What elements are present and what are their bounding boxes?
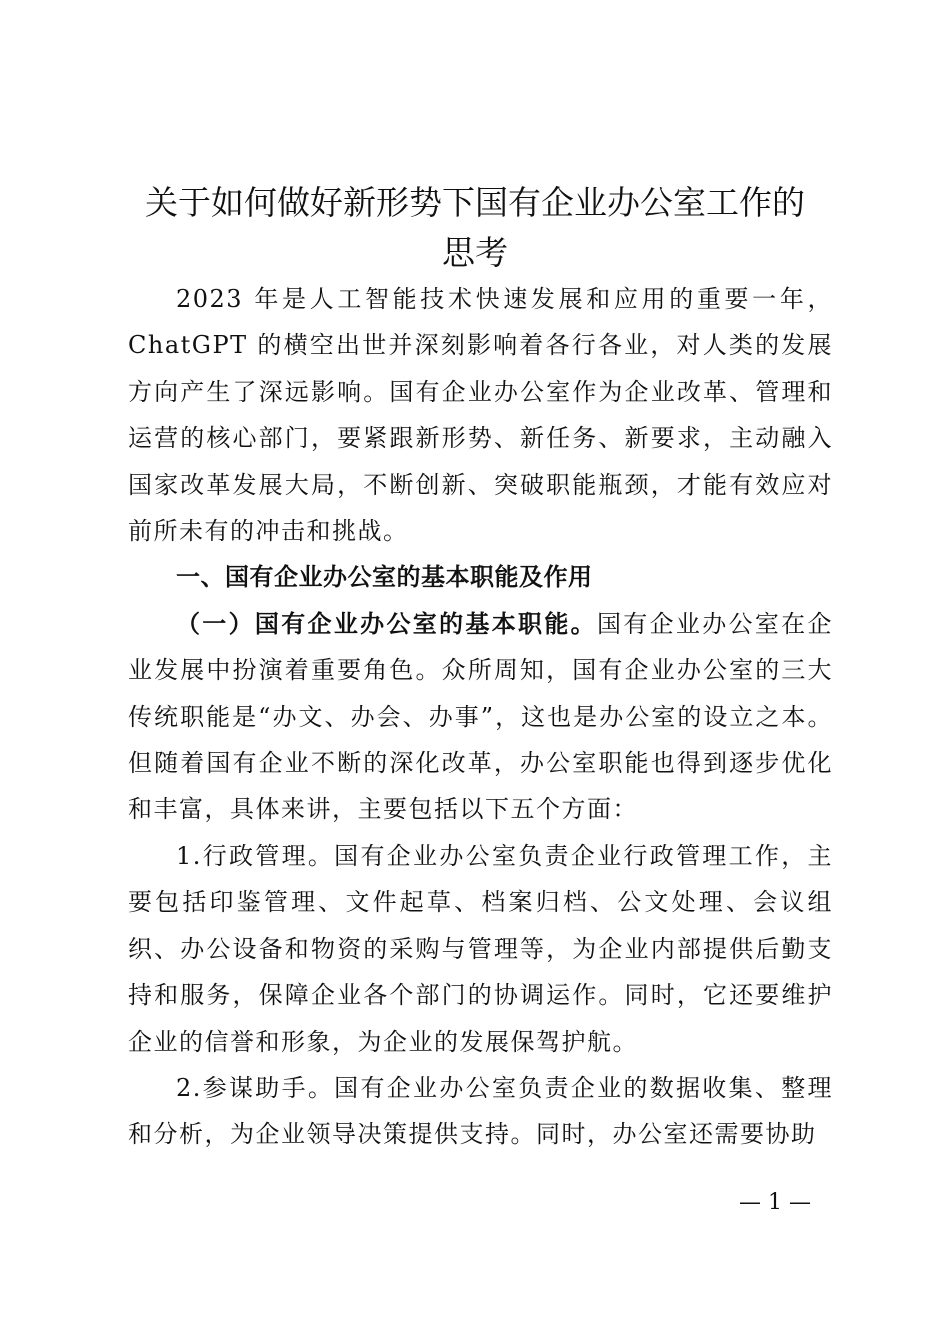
- list-item-1: 1.行政管理。国有企业办公室负责企业行政管理工作，主要包括印鉴管理、文件起草、档案归档、公文处理、会议组织、办公设备和物资的采购与管理等，为企业内部提供后勤支持和服务，保障企业各个部门的协调运作。同时，它还要维护企业的信誉和形象，为企业的发展保驾护航。: [128, 841, 833, 1056]
- page-number: — 1 —: [739, 1190, 811, 1215]
- title-line-1: 关于如何做好新形势下国有企业办公室工作的: [145, 183, 805, 222]
- document-title: [100, 178, 850, 278]
- subsection-text-1: 国有企业办公室在企业发展中扮演着重要角色。众所周知，国有企业办公室的三大传统职能是“办文、办会、办事”，这也是办公室的设立之本。但随着国有企业不断的深化改革，办公室职能也得到逐步优化和丰富，具体来讲，主要包括以下五个方面：: [128, 609, 833, 824]
- list-item-2: 2.参谋助手。国有企业办公室负责企业的数据收集、整理和分析，为企业领导决策提供支持。同时，办公室还需要协助: [128, 1073, 833, 1149]
- section-heading-1: 一、国有企业办公室的基本职能及作用: [176, 563, 593, 592]
- intro-paragraph: 2023 年是人工智能技术快速发展和应用的重要一年，ChatGPT 的横空出世并深刻影响着各行各业，对人类的发展方向产生了深远影响。国有企业办公室作为企业改革、管理和运营的核心部门，要紧跟新形势、新任务、新要求，主动融入国家改革发展大局，不断创新、突破职能瓶颈，才能有效应对前所未有的冲击和挑战。: [128, 285, 833, 546]
- document-body: [128, 276, 833, 1158]
- title-line-2: 思考: [442, 233, 508, 272]
- subsection-lead-1: （一）国有企业办公室的基本职能。: [176, 608, 597, 638]
- subsection-paragraph-1: [128, 601, 833, 833]
